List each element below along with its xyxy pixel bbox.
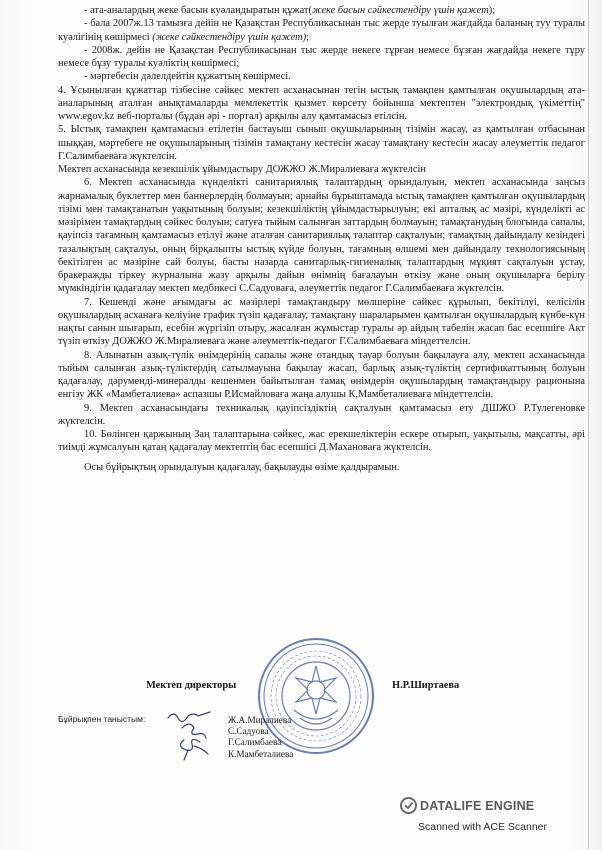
director-name: Н.Р.Ширтаева: [392, 680, 460, 691]
acknowledgement-names: [228, 715, 293, 760]
paragraph-9: 9. Мектеп асханасындағы техникалық қауіпсіздіктің сақталуын қамтамасыз ету ДШЖО Р.Тулегеновке жүктелсін.: [58, 402, 585, 427]
list-item-marriage-certificate: - 2008ж. дейін не Қазақстан Республикасынан тыс жерде некеге тұрған немесе бұзған жағдайда некеге тұру немесе бұзу туралы куәліктің көшірмесі;: [58, 44, 585, 69]
datalife-watermark: DATALIFE ENGINE: [420, 799, 535, 813]
list-item-parent-id: - ата-аналардың жеке басын куәландыратын құжат(жеке басын сәйкестендіру үшін қажет);: [84, 5, 496, 16]
handwritten-signatures: [164, 706, 224, 762]
director-title: Мектеп директоры: [146, 680, 237, 691]
paragraph-7: 7. Кешенді және ағымдағы ас мәзірлері тамақтандыру мөлшеріне сәйкес құрылып, бекітілуі, келісілін оқушылардың асханаға келіуіне график түзіп қадағалау, тамақтану шараларымен қамтылған оқушылардың күнбе-күн нақты санын шығарып, есебін жүргізіп отыру, жасалған жұмыстар туралы әр айдың табелін жасап бас есепшіге Акт түзіп өткізу ДОЖЖО Ж.Миралиеваға және әлеуметтік-педагог Г.Салимбаеваға міндеттелсін.: [58, 296, 585, 348]
paragraph-6: 6. Мектеп асханасында күнделікті санитариялық талаптардың орындалуын, мектеп асханасында заңсыз жарнамалық буклеттер мен баннерлердің болмауын; арнайы бұрыштамада ыстық тамақпен қамтылған оқушылардың тізімі мен тамақтанатын уақытының болуын; кезекшіліктің ұйымдастырылуын; екі апталық ас мәзірі, күнделікті ас мәзірімен тамақтардың сәйкес болуын; сатуға тыйым салынған заттардың болмауын; тамақтанудың блогында сапалы, қауіпсіз тағамның қамтамасыз етілуі және аталған санитариялық талаптар сақталуын; тамақтың дайындалу кезіндегі тазалықтың сақталуы, оның бірқалыпты ыстық күйде болуын, тағамның өлшемі мен дайындалу технологиясының бекітілген ас мәзіріне сай болуы, басты назарда санитарлық-гигиеналық талаптардың мұқият сақталуын ұстау, бракеражды тіркеу журналына жазу арқылы дайын өнімнің бағалауын өткізу және оның оқушыларға берілу мүмкіндігін қадағалау мектеп медбикесі С.Садуоваға, әлеуметтік педагог Г.Салимбаеваға жүктелсін.: [58, 177, 585, 295]
list-item-birth-certificate: - бала 2007ж.13 тамызға дейін не Қазақстан Республикасынан тыс жерде туылған жағдайда баланың туу туралы куәлігінің көшірмесі (жеке сәйкестендіру үшін қажет);: [58, 18, 585, 43]
page-edge-line: [588, 0, 589, 850]
paragraph-4: 4. Ұсынылған құжаттар тізбесіне сәйкес мектеп асханасынан тегін ыстық тамақпен қамтылған оқушылардың ата-аналарының аталған анықтамаларды мемлекеттік қызмет көрсету бойынша мектептен "электрондық үкіметтің" www.egov.kz веб-порталы (бұдан әрі - портал) арқылы алу қамтамасыз етілсін.: [58, 84, 585, 122]
ack-name: К.Мамбеталиева: [228, 748, 294, 759]
paragraph-5-duty: Мектеп асханасында кезекшілік ұйымдастыру ДОЖЖО Ж.Миралиеваға жүктелсін: [58, 164, 426, 175]
acknowledgement-label: Бұйрықпен таныстым:: [58, 714, 146, 724]
paragraph-8: 8. Алынатын азық-түлік өнімдерінің сапалы және отандық тауар болуын бақылауға алу, мектеп асханасында тыйым салынған азық-түліктердің сатылмауына бақылау жасап, барлық азық-түліктің сертификаттының болуын қадағалау, дәрумендi-минералды кешенмен байытылған тамақ өнімдерін оқушылардың тамақтандыру рационына енгізу ЖК «Мамбеталиева» аспазшы Р.Исмайловаға жаңа алушы К,Мамбеталиеваға міндеттелсін.: [58, 349, 585, 401]
closing-line: Осы бұйрықтың орындалуын қадағалау, бақылауды өзіме қалдырамын.: [84, 461, 400, 473]
director-signature-line: [146, 680, 476, 691]
list-item-status-document: - мәртебесін дәлелдейтін құжаттың көшірмесі.: [84, 71, 291, 83]
document-body: [58, 4, 585, 474]
paragraph-5: 5. Ыстық тамақпен қамтамасыз етілетін бастауыш сынып оқушыларының тізімін жасау, аз қамтылған отбасынан шыққан, мәртебеге не оқушыларының тізімін тамақтану кестесін жасау тамақтану кестесін жасау әлеуметтік педагог Г.Салимбаеваға жүктелсін.: [58, 124, 585, 162]
ack-name: Ж.А.Миралиева: [228, 715, 292, 725]
paragraph-10: 10. Бөлінген қаржының Заң талаптарына сәйкес, жас ерекшеліктерін ескере отырып, уақытылы, мақсатты, әрі тиімді жұмсалуын қатаң қадағалау мектептің бас есепшісі Д.Махановаға жүктелсін.: [58, 429, 585, 454]
ack-name: С.Садуова: [228, 726, 269, 737]
datalife-logo-icon: [400, 797, 417, 814]
ack-name: Г.Салимбаева: [228, 737, 282, 748]
scanner-watermark: Scanned with ACE Scanner: [418, 821, 547, 833]
